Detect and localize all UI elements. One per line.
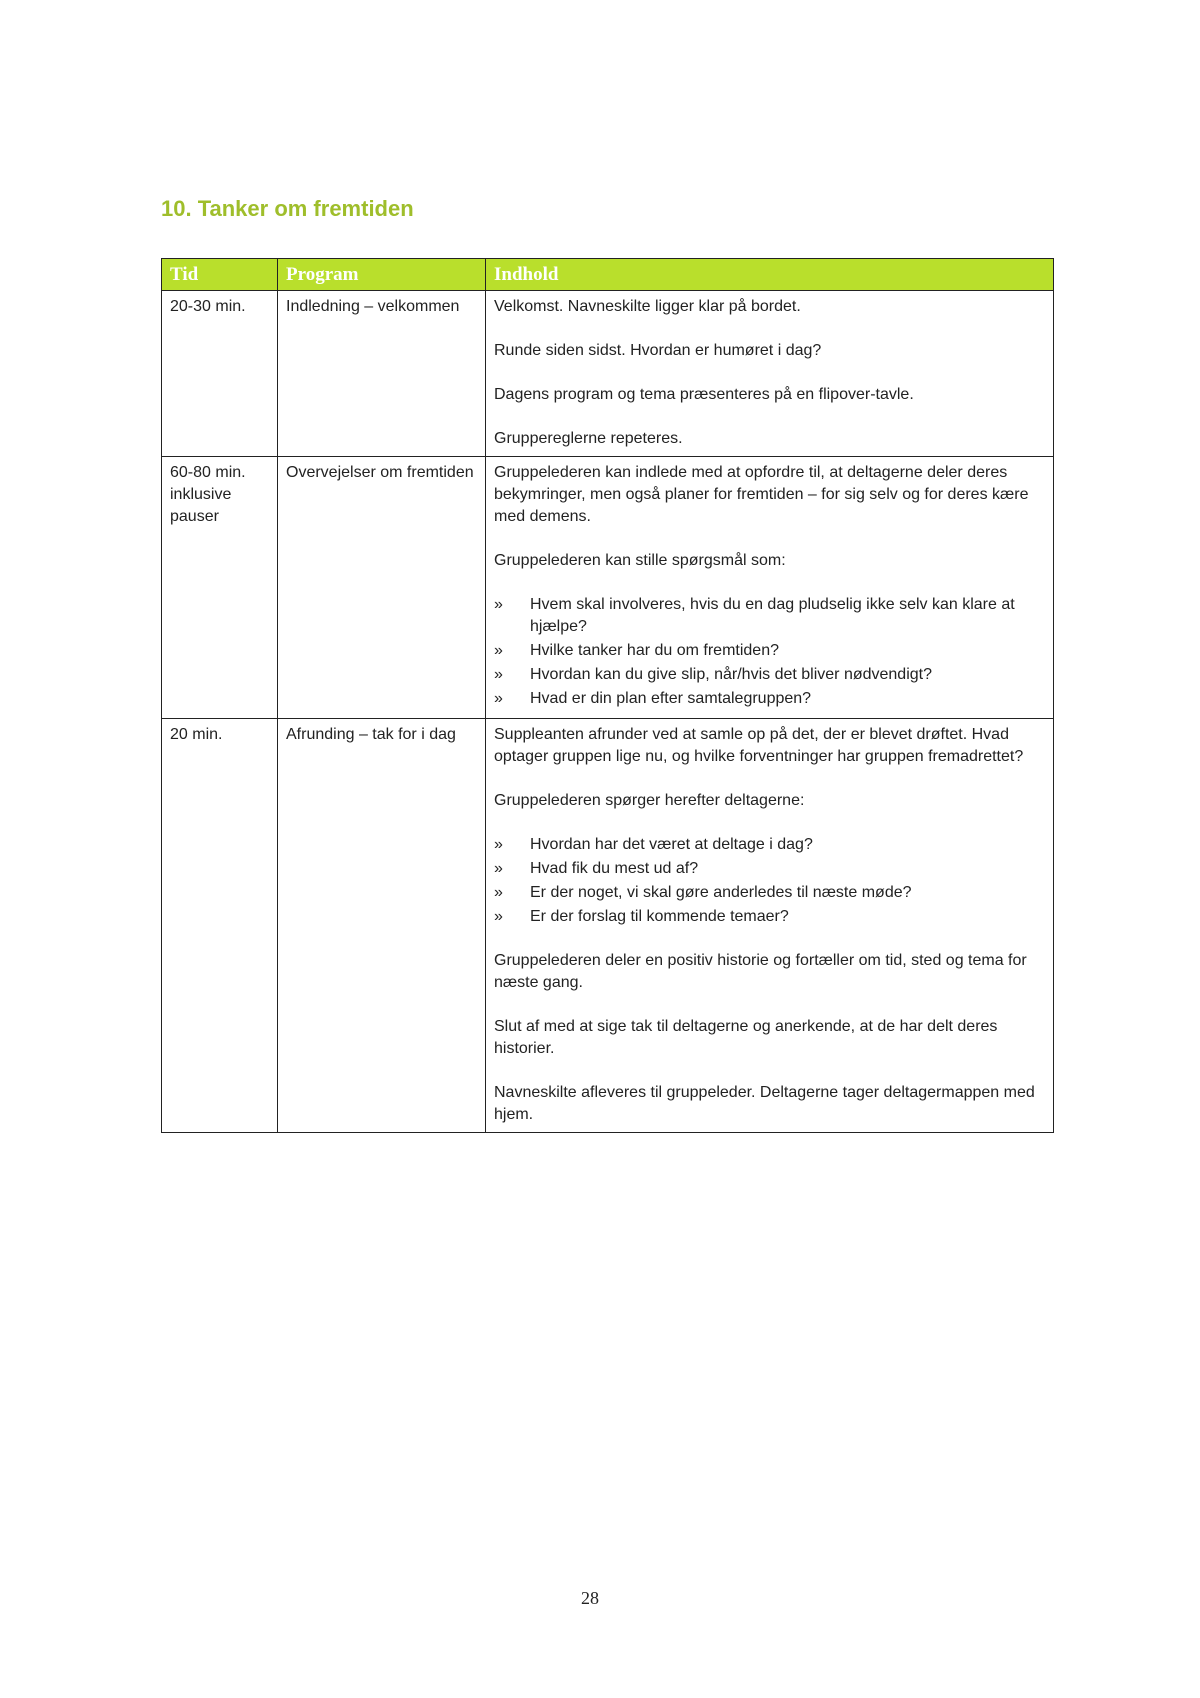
bullet-marker-icon: » <box>494 642 503 659</box>
bullet-marker-icon: » <box>494 860 503 877</box>
list-item-text: Hvordan kan du give slip, når/hvis det bliver nødvendigt? <box>530 666 932 683</box>
list-item <box>494 882 1045 904</box>
bullet-list <box>494 834 1045 928</box>
bullet-list <box>494 594 1045 710</box>
bullet-marker-icon: » <box>494 690 503 707</box>
list-item <box>494 858 1045 880</box>
list-item-text: Er der forslag til kommende temaer? <box>530 908 789 925</box>
bullet-marker-icon: » <box>494 908 503 925</box>
content-paragraph: Gruppelederen kan stille spørgsmål som: <box>494 552 786 569</box>
list-item <box>494 640 1045 662</box>
list-item <box>494 688 1045 710</box>
cell-program: Indledning – velkommen <box>278 291 486 457</box>
cell-tid: 20 min. <box>162 719 278 1133</box>
list-item-text: Hvem skal involveres, hvis du en dag pludselig ikke selv kan klare at hjælpe? <box>530 596 1015 635</box>
cell-program: Afrunding – tak for i dag <box>278 719 486 1133</box>
content-paragraph: Slut af med at sige tak til deltagerne og anerkende, at de har delt deres historier. <box>494 1018 998 1057</box>
cell-program: Overvejelser om fremtiden <box>278 457 486 719</box>
content-paragraph: Gruppelederen deler en positiv historie og fortæller om tid, sted og tema for næste gang. <box>494 952 1027 991</box>
list-item-text: Hvad fik du mest ud af? <box>530 860 699 877</box>
list-item <box>494 664 1045 686</box>
list-item-text: Hvordan har det været at deltage i dag? <box>530 836 813 853</box>
content-paragraph: Runde siden sidst. Hvordan er humøret i dag? <box>494 342 822 359</box>
content-paragraph: Gruppereglerne repeteres. <box>494 430 683 447</box>
cell-indhold <box>486 291 1054 457</box>
header-program: Program <box>278 259 486 291</box>
content-paragraph: Navneskilte afleveres til gruppeleder. Deltagerne tager deltagermappen med hjem. <box>494 1084 1035 1123</box>
bullet-marker-icon: » <box>494 596 503 613</box>
bullet-marker-icon: » <box>494 666 503 683</box>
content-paragraph: Gruppelederen kan indlede med at opfordre til, at deltagerne deler deres bekymringer, men også planer for fremtiden – for sig selv og for deres kære med demens. <box>494 464 1029 525</box>
cell-tid: 60-80 min. inklusive pauser <box>162 457 278 719</box>
list-item-text: Hvilke tanker har du om fremtiden? <box>530 642 779 659</box>
list-item <box>494 594 1045 638</box>
cell-indhold <box>486 457 1054 719</box>
cell-indhold <box>486 719 1054 1133</box>
header-tid: Tid <box>162 259 278 291</box>
program-table <box>161 258 1054 1133</box>
content-paragraph: Velkomst. Navneskilte ligger klar på bordet. <box>494 298 801 315</box>
content-paragraph: Dagens program og tema præsenteres på en flipover-tavle. <box>494 386 914 403</box>
table-header-row <box>162 259 1054 291</box>
bullet-marker-icon: » <box>494 884 503 901</box>
cell-tid: 20-30 min. <box>162 291 278 457</box>
table-row <box>162 457 1054 719</box>
bullet-marker-icon: » <box>494 836 503 853</box>
table-row <box>162 719 1054 1133</box>
content-paragraph: Gruppelederen spørger herefter deltagerne: <box>494 792 805 809</box>
table-row <box>162 291 1054 457</box>
list-item-text: Hvad er din plan efter samtalegruppen? <box>530 690 812 707</box>
list-item-text: Er der noget, vi skal gøre anderledes til næste møde? <box>530 884 912 901</box>
header-indhold: Indhold <box>486 259 1054 291</box>
list-item <box>494 834 1045 856</box>
list-item <box>494 906 1045 928</box>
page-title: 10. Tanker om fremtiden <box>161 196 414 221</box>
content-paragraph: Suppleanten afrunder ved at samle op på det, der er blevet drøftet. Hvad optager gruppen lige nu, og hvilke forventninger har gruppen fremadrettet? <box>494 726 1024 765</box>
table-body <box>162 291 1054 1133</box>
page-number: 28 <box>581 1588 599 1608</box>
